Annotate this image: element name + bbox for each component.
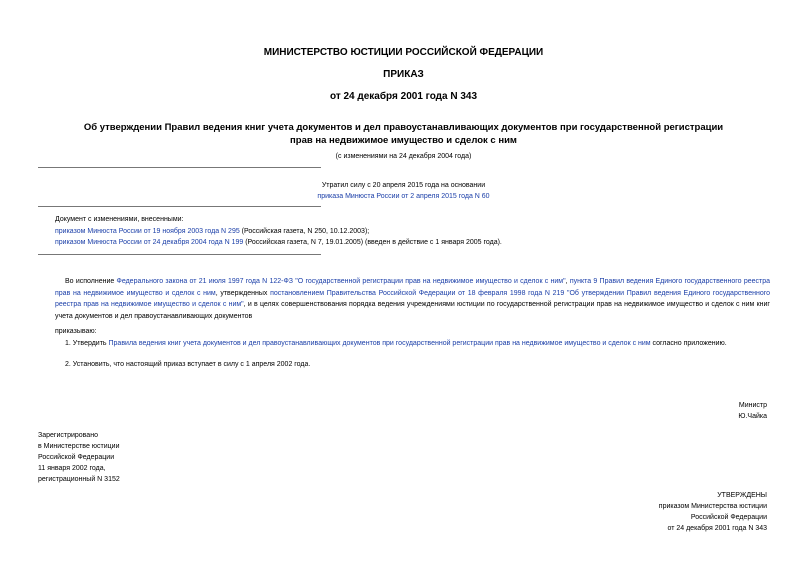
amendment-item [55, 237, 775, 248]
approval-line: от 24 декабря 2001 года N 343 [667, 525, 767, 532]
order-item-text: согласно приложению. [650, 340, 727, 347]
divider [38, 254, 321, 255]
preamble-text: , утвержденных [215, 289, 271, 297]
signatory-name: Ю.Чайка [738, 413, 767, 420]
preamble-text: , [565, 278, 570, 285]
approval-line: приказом Министерства юстиции [658, 503, 767, 510]
amendment-link[interactable]: приказом Минюста России от 19 ноября 2003 года N 295 [55, 228, 240, 235]
preamble-text: Во исполнение [65, 278, 117, 285]
approval-line: Российской Федерации [690, 514, 767, 521]
changes-note: (с изменениями на 24 декабря 2004 года) [335, 153, 472, 160]
document-type: ПРИКАЗ [383, 69, 424, 80]
divider [38, 167, 321, 168]
registration-block [38, 430, 120, 485]
amendment-source: (Российская газета, N 7, 19.01.2005) (введен в действие с 1 января 2005 года). [243, 239, 502, 246]
amendment-item [55, 226, 775, 237]
lost-force-text: Утратил силу с 20 апреля 2015 года на основании [321, 182, 486, 189]
government-decree-link[interactable]: постановлением Правительства Российской Федерации от 18 февраля 1998 года N 219 "Об утверждении Правил ведения Единого государственного реестра прав на недвижимое имущество и сделок с ним" [55, 289, 771, 308]
ministry-heading: МИНИСТЕРСТВО ЮСТИЦИИ РОССИЙСКОЙ ФЕДЕРАЦИИ [263, 47, 544, 58]
registration-line: 11 января 2002 года, [38, 465, 106, 472]
preamble-paragraph [55, 276, 770, 322]
preamble-text: , и в целях совершенствования порядка ведения учреждениями юстиции по государственной регистрации прав на недвижимое имущество и сделок с ним книг учета документов и дел правоустанавливающих документов [55, 301, 770, 320]
order-item-1 [65, 338, 775, 349]
order-item-2: 2. Установить, что настоящий приказ вступает в силу с 1 апреля 2002 года. [65, 361, 311, 368]
registration-line: Зарегистрировано [38, 432, 98, 439]
registration-line: регистрационный N 3152 [38, 476, 120, 483]
rules-link[interactable]: Правила ведения книг учета документов и дел правоустанавливающих документов при государственной регистрации прав на недвижимое имущество и сделок с ним [108, 340, 651, 347]
registration-line: Российской Федерации [38, 454, 115, 461]
amendment-link[interactable]: приказом Минюста России от 24 декабря 2004 года N 199 [55, 239, 244, 246]
lost-force-link-wrap [0, 191, 807, 202]
document-date-number: от 24 декабря 2001 года N 343 [329, 91, 478, 102]
divider [38, 206, 321, 207]
amendment-source: (Российская газета, N 250, 10.12.2003); [239, 228, 370, 235]
signatory-position: Министр [738, 402, 767, 409]
document-title: Об утверждении Правил ведения книг учета документов и дел правоустанавливающих документов при государственной регистрации прав на недвижимое имущество и сделок с ним [83, 122, 724, 146]
approval-line: УТВЕРЖДЕНЫ [717, 492, 767, 499]
approval-block [659, 490, 767, 534]
registration-line: в Министерстве юстиции [38, 443, 120, 450]
rules-item-link[interactable]: пункта 9 Правил ведения Единого государственного реестра прав на недвижимое имущество и сделок с ним [55, 278, 771, 297]
order-item-text: 1. Утвердить [65, 340, 109, 347]
federal-law-link[interactable]: Федерального закона от 21 июля 1997 года N 122-ФЗ "О государственной регистрации прав на недвижимое имущество и сделок с ним" [116, 278, 566, 285]
amendments-intro: Документ с изменениями, внесенными: [55, 216, 184, 223]
order-word: приказываю: [55, 328, 97, 335]
lost-force-link[interactable]: приказа Минюста России от 2 апреля 2015 года N 60 [317, 193, 490, 200]
